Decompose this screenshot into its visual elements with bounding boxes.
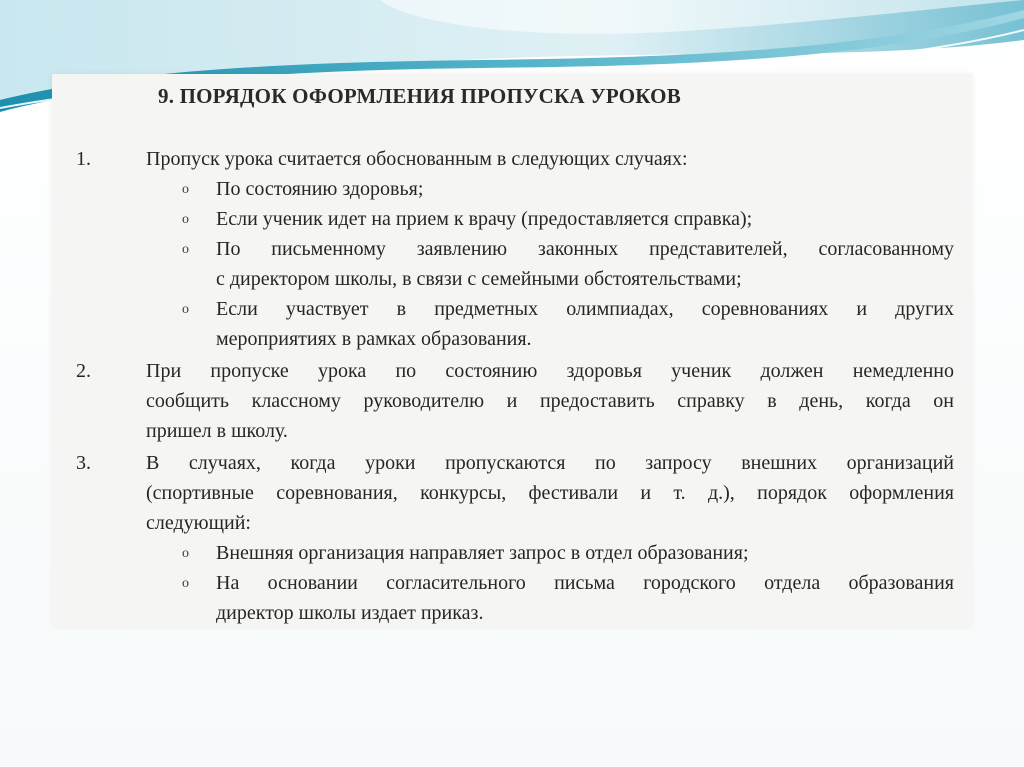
bullet-text: Если участвует в предметных олимпиадах, соревнованиях и других xyxy=(216,298,954,320)
bullet-marker: o xyxy=(182,182,189,197)
item-text: сообщить классному руководителю и предоставить справку в день, когда он xyxy=(146,390,954,412)
item-number: 3. xyxy=(76,452,91,474)
document-scan xyxy=(52,74,972,627)
bullet-text: Если ученик идет на прием к врачу (предоставляется справка); xyxy=(216,208,753,230)
bullet-text: директор школы издает приказ. xyxy=(216,602,484,624)
bullet-marker: o xyxy=(182,576,189,591)
bullet-marker: o xyxy=(182,212,189,227)
item-number: 1. xyxy=(76,148,91,170)
bullet-marker: o xyxy=(182,302,189,317)
bullet-text: По письменному заявлению законных представителей, согласованному xyxy=(216,238,954,260)
document-title: 9. ПОРЯДОК ОФОРМЛЕНИЯ ПРОПУСКА УРОКОВ xyxy=(158,84,681,108)
bullet-text: По состоянию здоровья; xyxy=(216,178,424,200)
item-text: следующий: xyxy=(146,512,251,534)
item-text: пришел в школу. xyxy=(146,420,288,442)
item-text: (спортивные соревнования, конкурсы, фестивали и т. д.), порядок оформления xyxy=(146,482,954,504)
bullet-text: На основании согласительного письма городского отдела образования xyxy=(216,572,954,594)
item-text: При пропуске урока по состоянию здоровья ученик должен немедленно xyxy=(146,360,954,382)
item-intro: Пропуск урока считается обоснованным в следующих случаях: xyxy=(146,148,688,170)
item-text: В случаях, когда уроки пропускаются по запросу внешних организаций xyxy=(146,452,954,474)
bullet-marker: o xyxy=(182,546,189,561)
bullet-text: Внешняя организация направляет запрос в отдел образования; xyxy=(216,542,749,564)
item-number: 2. xyxy=(76,360,91,382)
bullet-marker: o xyxy=(182,242,189,257)
bullet-text: мероприятиях в рамках образования. xyxy=(216,328,532,350)
bullet-text: с директором школы, в связи с семейными обстоятельствами; xyxy=(216,268,742,290)
